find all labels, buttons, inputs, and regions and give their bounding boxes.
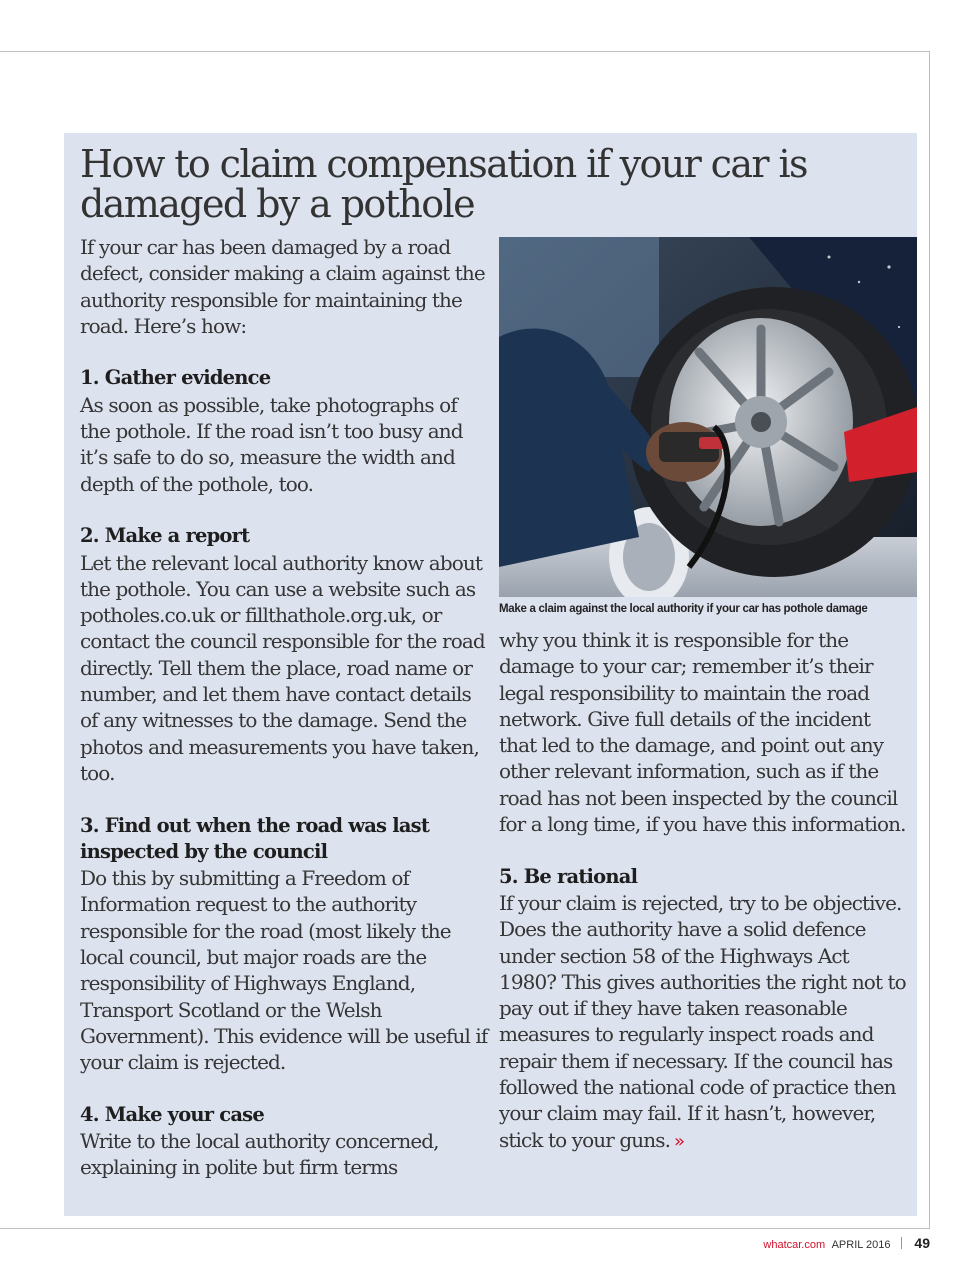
step-1-heading: 1. Gather evidence [80,366,271,390]
step-5-heading: 5. Be rational [499,864,638,888]
step-3-heading: 3. Find out when the road was last inspected by the council [80,813,430,863]
step-4-heading: 4. Make your case [80,1102,264,1126]
left-column [80,234,490,1181]
article-headline: How to claim compensation if your car is damaged by a pothole [80,142,807,226]
page-right-rule [929,51,930,1229]
footer-issue: APRIL 2016 [831,1239,891,1251]
step-5-body: If your claim is rejected, try to be objective. Does the authority have a solid defence under section 58 of the Highways Act 1980? This gives authorities the right not to pay out if they have taken reasonable measures to regularly inspect roads and repair them if necessary. If the council has followed the national code of practice then your claim may fail. If it hasn’t, however, stick to your guns. [499,890,906,1152]
page-number: 49 [914,1235,930,1251]
page-top-rule [0,51,929,52]
step-5-paragraph [499,890,909,1155]
step-4-body-right: why you think it is responsible for the damage to your car; remember it’s their legal responsibility to maintain the road network. Give full details of the incident that led to the damage, and point out any other relevant information, such as if the road has not been inspected by the council for a long time, if you have this information. [499,628,906,837]
right-column [499,627,909,1155]
car-wheel-photo [499,237,917,597]
step-2-body: Let the relevant local authority know about the pothole. You can use a website such as potholes.co.uk or fillthathole.org.uk, or contact the council responsible for the road directly. Tell them the place, road name or number, and let them have contact details of any witnesses to the damage. Send the photos and measurements you have taken, too. [80,550,485,785]
intro-paragraph: If your car has been damaged by a road defect, consider making a claim against the authority responsible for maintaining the road. Here’s how: [80,235,485,338]
step-3-body: Do this by submitting a Freedom of Information request to the authority responsible for the road (most likely the local council, but major roads are the responsibility of Highways England, Transport Scotland or the Welsh Government). This evidence will be useful if your claim is rejected. [80,866,488,1075]
step-4-body-left: Write to the local authority concerned, explaining in polite but firm terms [80,1129,439,1180]
step-2-heading: 2. Make a report [80,524,250,548]
end-mark-icon: » [674,1130,685,1152]
footer-site[interactable]: whatcar.com [763,1239,826,1251]
step-1-body: As soon as possible, take photographs of the pothole. If the road isn’t too busy and it’s safe to do so, measure the width and depth of the pothole, too. [80,392,463,496]
photo-caption: Make a claim against the local authority if your car has pothole damage [499,603,868,615]
page-footer [763,1235,930,1253]
car-wheel-photo-icon [499,237,917,597]
footer-divider [901,1237,902,1249]
page-bottom-rule [0,1228,929,1229]
